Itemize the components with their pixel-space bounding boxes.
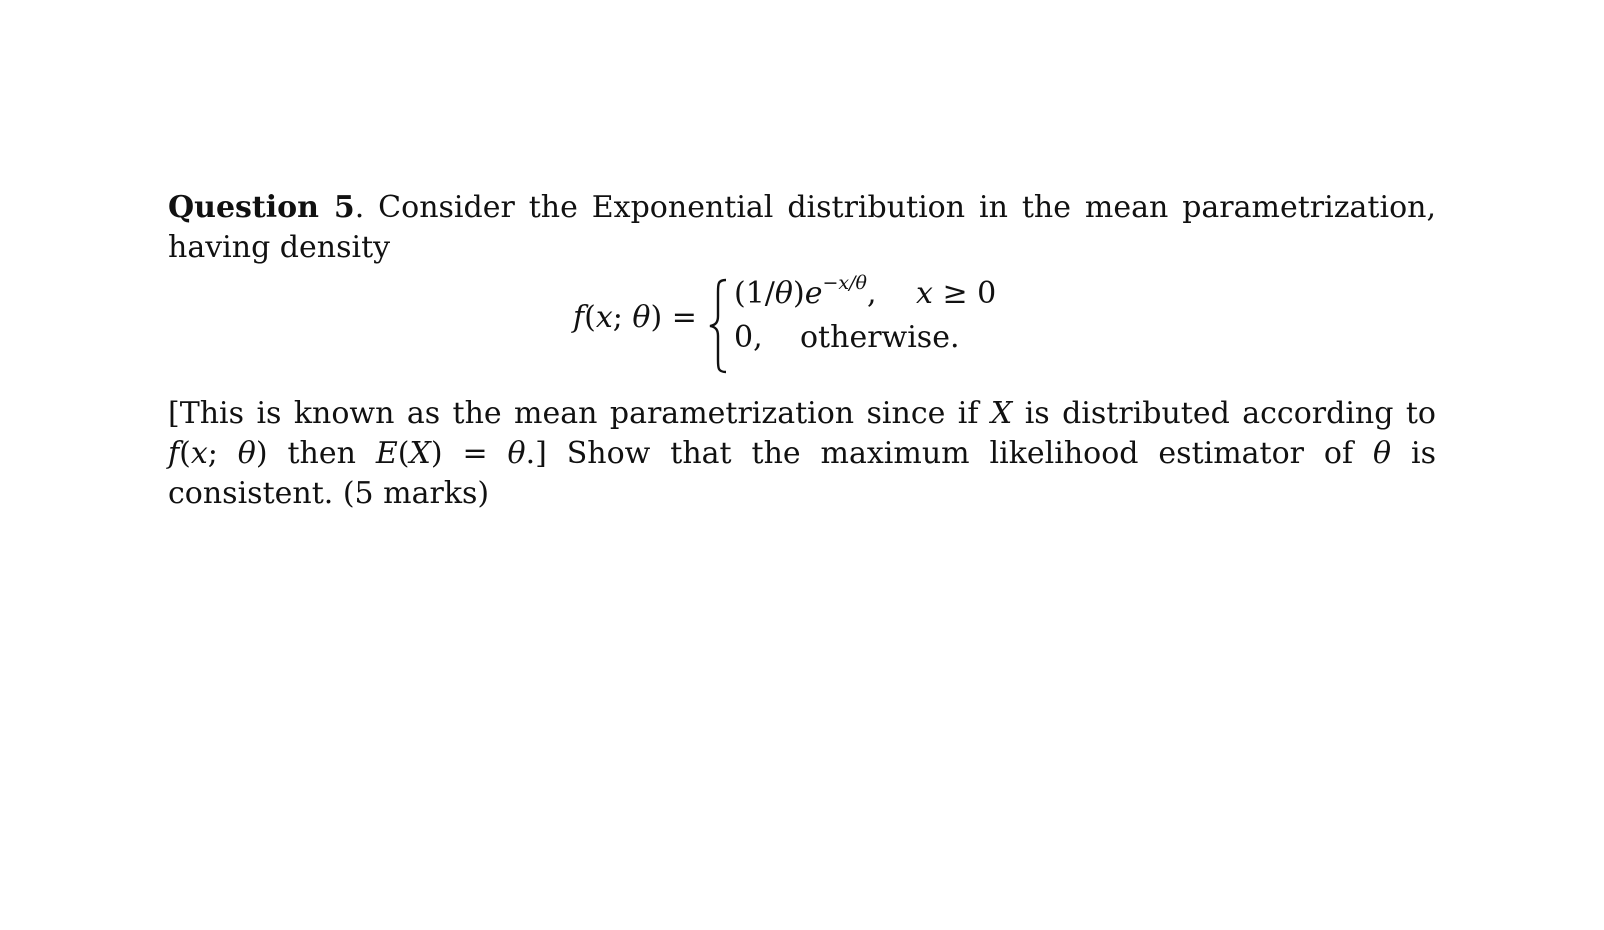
case1-exponent: −x/θ bbox=[822, 272, 867, 294]
question-intro bbox=[168, 188, 1436, 268]
note-theta1: θ bbox=[237, 436, 256, 471]
note-part5: ) then bbox=[255, 436, 376, 471]
left-brace-icon bbox=[708, 278, 730, 374]
note-part1: [This is known as the mean parametrization since if bbox=[168, 396, 991, 431]
formula-x: x bbox=[595, 300, 613, 335]
case1-condition bbox=[916, 276, 996, 311]
note-E: E bbox=[375, 436, 398, 471]
note-part4: ; bbox=[207, 436, 238, 471]
note-part3: ( bbox=[179, 436, 191, 471]
formula-f: f bbox=[573, 300, 585, 335]
note-X2: X bbox=[409, 436, 431, 471]
formula-equals: ) = bbox=[650, 300, 697, 335]
case1-e: e bbox=[804, 276, 823, 311]
note-f: f bbox=[168, 436, 180, 471]
note-X1: X bbox=[990, 396, 1013, 431]
question-label: Question 5 bbox=[168, 190, 355, 225]
note-theta3: θ bbox=[1373, 436, 1392, 471]
note-theta2: θ bbox=[507, 436, 526, 471]
case1-theta: θ bbox=[774, 276, 793, 311]
note-part9: is consistent. (5 marks) bbox=[168, 436, 1436, 511]
case1-cond-rest: ≥ 0 bbox=[932, 276, 997, 311]
case2-condition: otherwise. bbox=[800, 320, 960, 355]
formula-lhs bbox=[573, 300, 697, 335]
question-intro-text: . Consider the Exponential distribution in the mean parametrization, having density bbox=[168, 190, 1436, 265]
note-part2: is distributed according to bbox=[1012, 396, 1436, 431]
question-note bbox=[168, 394, 1436, 514]
formula-theta: θ bbox=[632, 300, 651, 335]
formula-sep: ; bbox=[612, 300, 633, 335]
note-x: x bbox=[190, 436, 208, 471]
case1-expression bbox=[734, 272, 877, 311]
case2-expression: 0, bbox=[734, 320, 763, 355]
question-block bbox=[168, 188, 1436, 514]
case1-part-b: ) bbox=[792, 276, 805, 311]
note-part7: ) = bbox=[430, 436, 508, 471]
case1-cond-x: x bbox=[916, 276, 933, 311]
note-part6: ( bbox=[397, 436, 410, 471]
case1-part-a: (1/ bbox=[734, 276, 775, 311]
case1-comma: , bbox=[866, 276, 877, 311]
density-formula bbox=[168, 274, 1436, 386]
note-part8: .] Show that the maximum likelihood estimator of bbox=[525, 436, 1374, 471]
formula-paren: ( bbox=[584, 300, 596, 335]
